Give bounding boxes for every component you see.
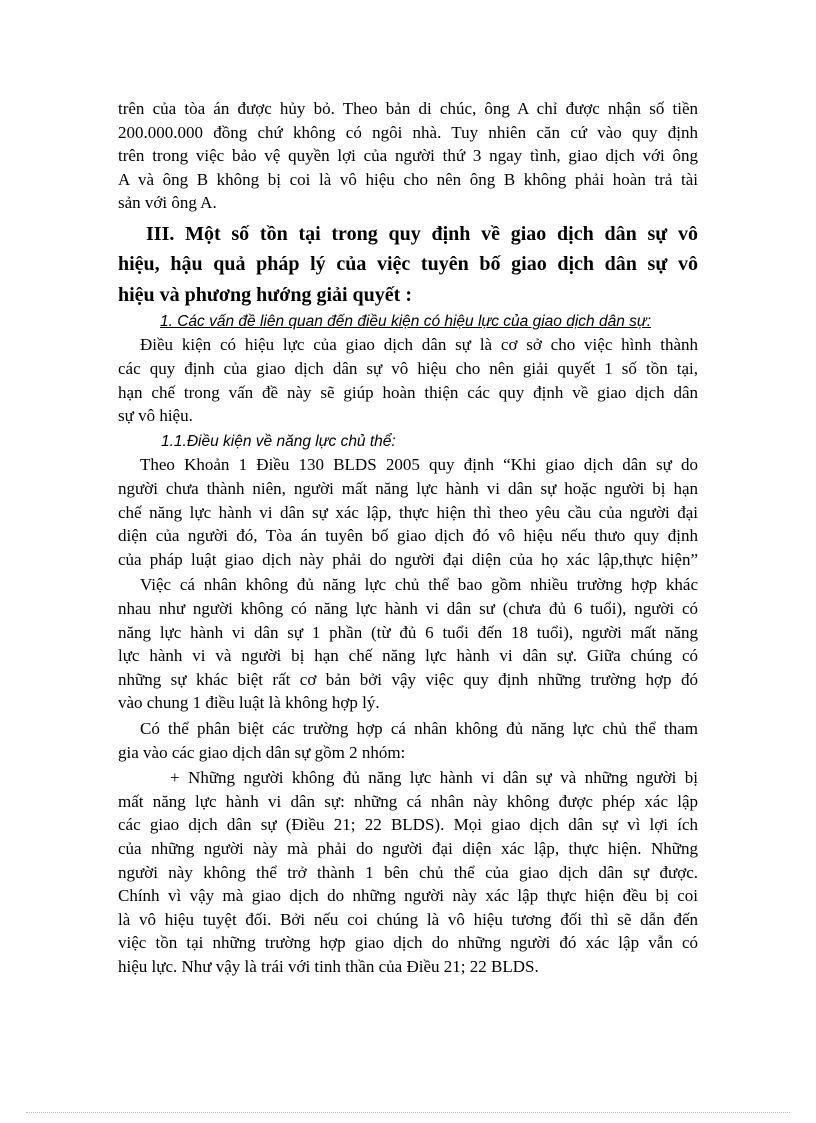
- text-line: Có thể phân biệt các trường hợp cá nhân không đủ năng lực chủ thể tham: [140, 718, 698, 738]
- text-line: Chính vì vậy mà giao dịch do những người này xác lập thực hiện đều bị coi: [118, 886, 698, 906]
- text-line: hiệu lực. Như vậy là trái với tinh thần của Điều 21; 22 BLDS.: [118, 956, 539, 976]
- paragraph-two-groups: [118, 717, 698, 764]
- text-line: sản với ông A.: [118, 193, 217, 213]
- text-line: nhau như người không có năng lực hành vi dân sư (chưa đủ 6 tuổi), người có: [118, 599, 698, 618]
- sub-heading-1-1: 1.1.Điều kiện về năng lực chủ thể:: [161, 432, 396, 450]
- sub-heading-1: 1. Các vấn đề liên quan đến điều kiện có hiệu lực của giao dịch dân sự:: [160, 313, 651, 331]
- section-heading-iii: [118, 219, 698, 311]
- heading-line: hiệu và phương hướng giải quyết :: [118, 283, 413, 306]
- text-line: việc tồn tại những trường hợp giao dịch do những người đó xác lập vẫn có: [118, 933, 698, 953]
- text-line: trên của tòa án được hủy bỏ. Theo bản di chúc, ông A chỉ được nhận số tiền: [118, 99, 698, 118]
- text-line: lực hành vi và người bị hạn chế năng lực hành vi dân sự. Giữa chúng có: [118, 646, 698, 666]
- text-line: các giao dịch dân sự (Điều 21; 22 BLDS). Mọi giao dịch dân sự vì lợi ích: [118, 815, 698, 835]
- text-line: người này không thể trở thành 1 bên chủ thể của giao dịch dân sự được.: [118, 862, 698, 882]
- text-line: sự vô hiệu.: [118, 406, 193, 426]
- text-line: trên trong việc bảo vệ quyền lợi của người thứ 3 ngay tình, giao dịch với ông: [118, 146, 698, 166]
- text-line: 200.000.000 đồng chứ không có ngôi nhà. Tuy nhiên căn cứ vào quy định: [118, 122, 698, 142]
- paragraph-validity-conditions: [118, 333, 698, 427]
- text-line: năng lực hành vi dân sự 1 phần (từ đủ 6 tuổi đến 18 tuổi), người mất năng: [118, 622, 698, 642]
- page-bottom-divider: [26, 1112, 790, 1113]
- paragraph-capacity-cases: [118, 573, 698, 715]
- heading-line: hiệu, hậu quả pháp lý của việc tuyên bố giao dịch dân sự vô: [118, 253, 698, 276]
- text-line: + Những người không đủ năng lực hành vi dân sự và những người bị: [170, 768, 698, 788]
- text-line: người chưa thành niên, người mất năng lực hành vi dân sự hoặc người bị hạn: [118, 479, 698, 499]
- text-line: chế năng lực hành vi dân sự xác lập, thực hiện thì theo yêu cầu của người đại: [118, 502, 698, 522]
- text-line: vào chung 1 điều luật là không hợp lý.: [118, 693, 380, 713]
- text-line: Theo Khoản 1 Điều 130 BLDS 2005 quy định “Khi giao dịch dân sự do: [140, 455, 698, 475]
- paragraph-case-conclusion: [118, 97, 698, 215]
- heading-line: III. Một số tồn tại trong quy định về giao dịch dân sự vô: [146, 222, 698, 245]
- text-line: của pháp luật giao dịch này phải do người đại diện của họ xác lập,thực hiện”: [118, 549, 698, 569]
- text-line: diện của người đó, Tòa án tuyên bố giao dịch đó vô hiệu nếu thưo quy định: [118, 526, 698, 546]
- text-line: các quy định của giao dịch dân sự vô hiệu cho nên giải quyết 1 số tồn tại,: [118, 359, 698, 379]
- text-line: hạn chế trong vấn đề này sẽ giúp hoàn thiện các quy định về giao dịch dân: [118, 382, 698, 402]
- text-line: của những người này mà phải do người đại diện xác lập, thực hiện. Những: [118, 838, 698, 858]
- document-page: [118, 97, 698, 979]
- paragraph-group-one: [118, 766, 698, 978]
- text-line: là vô hiệu tuyệt đối. Bởi nếu coi chúng là vô hiệu tương đối thì sẽ dẫn đến: [118, 909, 698, 929]
- text-line: gia vào các giao dịch dân sự gồm 2 nhóm:: [118, 742, 406, 762]
- text-line: Việc cá nhân không đủ năng lực chủ thể bao gồm nhiều trường hợp khác: [140, 575, 698, 595]
- text-line: A và ông B không bị coi là vô hiệu cho nên ông B không phải hoàn trả tài: [118, 169, 698, 189]
- text-line: những sự khác biệt rất cơ bản bởi vậy việc quy định những trường hợp đó: [118, 669, 698, 689]
- text-line: mất năng lực hành vi dân sự: những cá nhân này không được phép xác lập: [118, 791, 698, 811]
- paragraph-article-130: [118, 453, 698, 571]
- text-line: Điều kiện có hiệu lực của giao dịch dân sự là cơ sở cho việc hình thành: [140, 335, 698, 355]
